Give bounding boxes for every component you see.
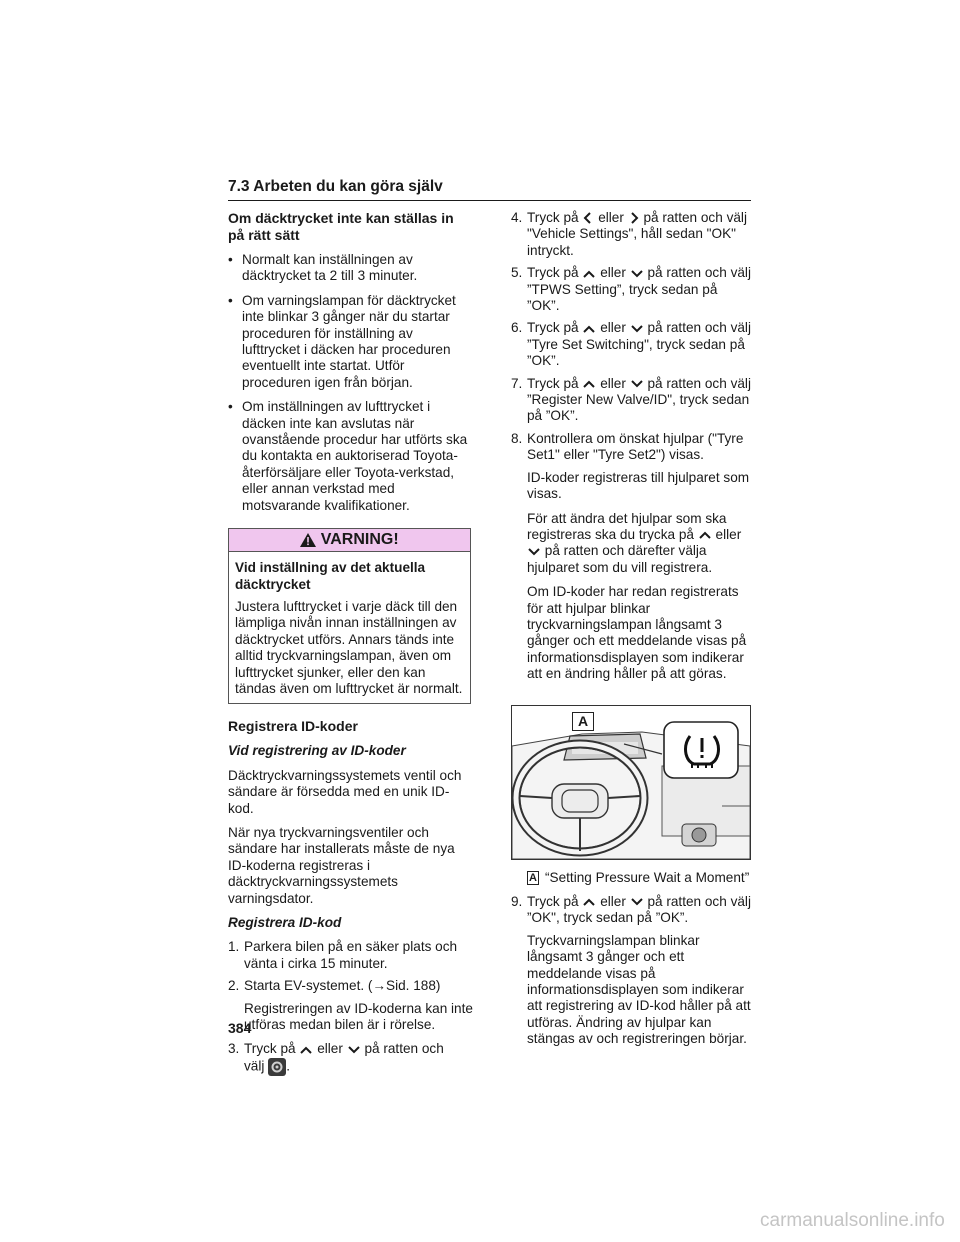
step-8-note <box>511 511 751 577</box>
step-text: Tryck på <box>244 1041 296 1057</box>
note-text: på ratten och därefter välja hjulparet som du vill registrera. <box>527 543 713 575</box>
subheading-registration: Vid registrering av ID-koder <box>228 743 406 759</box>
step-text: . <box>286 1058 290 1074</box>
paragraph: Däcktryckvarningssystemets ventil och sändare är försedda med en unik ID-kod. <box>228 767 462 816</box>
step-text: Parkera bilen på en säker plats och vänta i cirka 15 minuter. <box>244 939 458 971</box>
step-text: Tryck på <box>527 210 579 225</box>
step-text: eller <box>598 210 624 225</box>
chevron-down-icon <box>527 547 541 557</box>
chevron-up-icon <box>582 324 596 334</box>
bullet-text: Om inställningen av lufttrycket i däcken inte kan avslutas när ovanstående procedur har utförts ska du kontakta en auktoriserad Toyota-återförsäljare eller Toyota-verkstad, eller annan verkstad med motsvarande kvalifikationer. <box>242 399 468 513</box>
figure-caption <box>511 870 751 886</box>
caption-label: A <box>527 871 539 885</box>
bullet-item <box>228 252 473 285</box>
step-8-note: ID-koder registreras till hjulparet som visas. <box>527 469 750 502</box>
warning-text: Justera lufttrycket i varje däck till den lämpliga nivån innan inställningen av däcktrycket utförs. Annars tänds inte alltid tryckvarningslampan, även om lufttrycket sjunker, eller den kan tändas även om lufttrycket är normalt. <box>235 598 463 696</box>
step-8-note: Om ID-koder har redan registrerats för att hjulpar blinkar tryckvarningslampan långsamt 3 gånger och ett meddelande visas på informationsdisplayen som indikerar att en ändring håller på att göras. <box>527 584 747 682</box>
step-7 <box>511 376 751 425</box>
step-5 <box>511 265 751 314</box>
step-text: Tryck på <box>527 893 579 909</box>
step-number: 1. <box>228 939 240 955</box>
bullet-mark: • <box>228 292 233 308</box>
step-6 <box>511 320 751 369</box>
step-text: eller <box>317 1041 343 1057</box>
warning-title: Vid inställning av det aktuella däcktrycket <box>235 560 426 592</box>
step-text: Tryck på <box>527 375 579 391</box>
step-text: Starta EV-systemet. (→Sid. 188) <box>244 978 441 994</box>
step-1 <box>228 939 473 972</box>
chevron-down-icon <box>630 379 644 389</box>
step-text: Tryck på <box>527 265 579 281</box>
page-number: 384 <box>228 1020 252 1036</box>
note-text: För att ändra det hjulpar som ska registreras ska du trycka på <box>527 510 727 542</box>
chevron-down-icon <box>347 1045 361 1055</box>
step-text: eller <box>600 265 626 281</box>
chevron-up-icon <box>299 1045 313 1055</box>
chevron-up-icon <box>582 269 596 279</box>
step-text: välj <box>244 1058 265 1074</box>
step-text: på ratten och välj "Vehicle Settings", håll sedan "OK" intryckt. <box>527 210 747 258</box>
chevron-down-icon <box>630 324 644 334</box>
warning-label: VARNING! <box>320 531 399 549</box>
bullet-item <box>228 293 473 391</box>
chevron-right-icon <box>628 211 640 225</box>
step-number: 8. <box>511 430 523 446</box>
heading-pressure-issue: Om däcktrycket inte kan ställas in på rätt sätt <box>228 210 454 243</box>
chevron-down-icon <box>630 897 644 907</box>
watermark: carmanualsonline.info <box>760 1210 945 1231</box>
step-number: 3. <box>228 1041 240 1057</box>
step-text: eller <box>600 893 626 909</box>
step-8 <box>511 431 751 464</box>
warning-triangle-icon <box>300 533 316 547</box>
section-header: 7.3 Arbeten du kan göra själv <box>228 178 443 195</box>
warning-header <box>229 529 470 552</box>
steering-wheel-illustration <box>512 706 750 859</box>
step-text: på ratten och <box>364 1041 444 1057</box>
dashboard-illustration <box>511 705 751 860</box>
bullet-mark: • <box>228 399 233 415</box>
right-column <box>511 210 751 1056</box>
warning-body <box>229 552 470 703</box>
step-number: 7. <box>511 375 523 391</box>
step-text: på ratten och välj ”TPWS Setting”, tryck sedan på ”OK”. <box>527 265 751 314</box>
left-column <box>228 210 473 1082</box>
step-2-note: Registreringen av ID-koderna kan inte utföras medan bilen är i rörelse. <box>244 1000 473 1033</box>
step-number: 5. <box>511 265 523 281</box>
caption-text: “Setting Pressure Wait a Moment” <box>545 869 750 885</box>
step-text: Tryck på <box>527 320 579 336</box>
chevron-up-icon <box>698 530 712 540</box>
step-9-note: Tryckvarningslampan blinkar långsamt 3 gånger och ett meddelande visas på informationsdisplayen som indikerar att registrering av ID-kod håller på att utföras. Ändring av hjulpar kan stängas av och registreringen börjar. <box>527 932 751 1047</box>
step-number: 4. <box>511 210 523 225</box>
step-text: på ratten och välj ”OK", tryck sedan på ”OK”. <box>527 893 751 926</box>
settings-gear-icon <box>268 1058 286 1076</box>
bullet-item <box>228 399 473 514</box>
step-number: 9. <box>511 893 523 909</box>
chevron-left-icon <box>582 211 594 225</box>
bullet-text: Normalt kan inställningen av däcktrycket ta 2 till 3 minuter. <box>242 252 418 284</box>
warning-box <box>228 528 471 704</box>
heading-register-id: Registrera ID-koder <box>228 718 358 735</box>
step-4 <box>511 210 751 259</box>
paragraph: När nya tryckvarningsventiler och sändare har installerats måste de nya ID-koderna registreras i däcktryckvarningssystemets varningsdator. <box>228 824 455 906</box>
step-number: 6. <box>511 320 523 336</box>
step-text: Kontrollera om önskat hjulpar ("Tyre Set1" eller "Tyre Set2") visas. <box>527 430 744 463</box>
note-text: eller <box>715 526 742 542</box>
step-2 <box>228 978 473 994</box>
step-9 <box>511 894 751 927</box>
step-text: eller <box>600 320 626 336</box>
bullet-mark: • <box>228 252 233 267</box>
chevron-up-icon <box>582 897 596 907</box>
step-number: 2. <box>228 978 240 994</box>
bullet-text: Om varningslampan för däcktrycket inte blinkar 3 gånger när du startar proceduren för inställning av lufttrycket i däcken har proceduren eventuellt inte startat. Utför proceduren igen från början. <box>242 292 456 390</box>
header-rule <box>228 200 751 201</box>
step-text: eller <box>600 375 626 391</box>
subheading-register-id-code: Registrera ID-kod <box>228 915 342 930</box>
tire-pressure-warning-icon <box>680 730 724 770</box>
chevron-down-icon <box>630 269 644 279</box>
figure-label-box: A <box>572 712 594 731</box>
step-text: på ratten och välj ”Tyre Set Switching", tryck sedan på ”OK”. <box>527 320 751 369</box>
chevron-up-icon <box>582 379 596 389</box>
step-text: på ratten och välj ”Register New Valve/ID", tryck sedan på ”OK”. <box>527 375 751 424</box>
step-3 <box>228 1041 473 1075</box>
